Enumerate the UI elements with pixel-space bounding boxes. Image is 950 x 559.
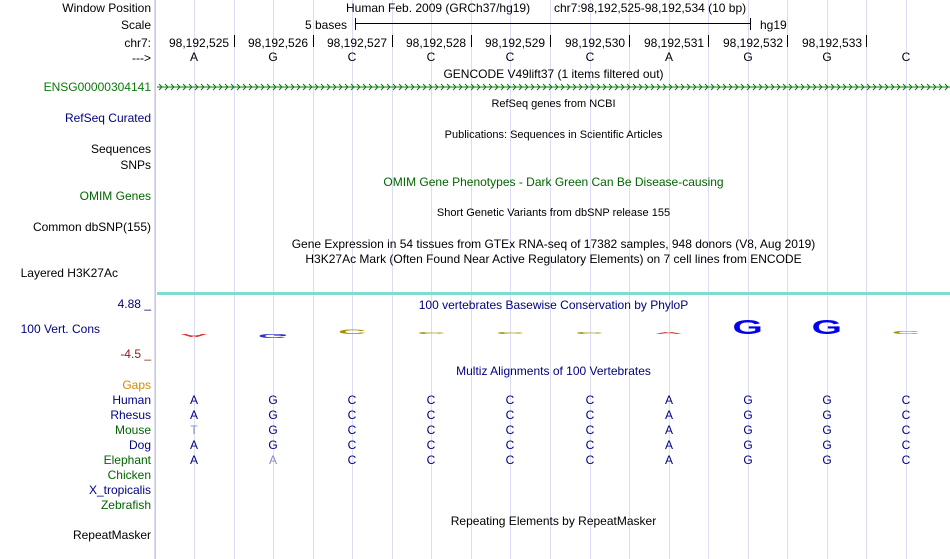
aligned-base: C	[901, 393, 911, 407]
h3k27ac-label[interactable]: Layered H3K27Ac	[20, 266, 118, 280]
ruler-position: 98,192,527	[327, 36, 388, 50]
omim-genes-label[interactable]: OMIM Genes	[79, 189, 151, 203]
track-divider	[157, 292, 950, 295]
ruler-position: 98,192,532	[723, 36, 784, 50]
conservation-letter: C	[417, 331, 446, 335]
conservation-letter: C	[891, 329, 920, 335]
h3k27ac-track-title: H3K27Ac Mark (Often Found Near Active Regulatory Elements) on 7 cell lines from ENCODE	[305, 252, 802, 266]
sequences-label[interactable]: Sequences	[90, 142, 151, 156]
aligned-base: C	[426, 438, 436, 452]
scale-bar-right-tick	[750, 18, 751, 30]
aligned-base: C	[347, 438, 357, 452]
aligned-base: A	[189, 393, 198, 407]
aligned-base: T	[190, 423, 198, 437]
gencode-gene-feature[interactable]	[157, 82, 950, 92]
aligned-base: C	[901, 408, 911, 422]
aligned-base: A	[664, 423, 673, 437]
aligned-base: C	[426, 423, 436, 437]
track-label-column	[0, 0, 154, 559]
ruler-position: 98,192,528	[406, 36, 467, 50]
aligned-base: G	[268, 438, 278, 452]
multiz-track-title: Multiz Alignments of 100 Vertebrates	[456, 364, 651, 378]
species-label-mouse: Mouse	[114, 423, 151, 437]
aligned-base: C	[585, 408, 595, 422]
gtex-track-title: Gene Expression in 54 tissues from GTEx RNA-seq of 17382 samples, 948 donors (V8, Aug 2019)	[291, 237, 816, 251]
species-label-zebrafish: Zebrafish	[100, 498, 151, 512]
reference-base: G	[268, 50, 278, 64]
aligned-base: C	[347, 408, 357, 422]
reference-base: C	[426, 50, 436, 64]
aligned-base: A	[664, 393, 673, 407]
aligned-base: G	[822, 438, 832, 452]
aligned-base: C	[585, 393, 595, 407]
aligned-base: G	[822, 408, 832, 422]
aligned-base: C	[585, 423, 595, 437]
aligned-base: C	[347, 393, 357, 407]
ruler-position: 98,192,529	[485, 36, 546, 50]
scale-bar-text: 5 bases	[305, 18, 348, 32]
aligned-base: G	[743, 453, 753, 467]
aligned-base: A	[664, 453, 673, 467]
ruler-position: 98,192,525	[169, 36, 230, 50]
gencode-track-title: GENCODE V49lift37 (1 items filtered out)	[443, 67, 664, 81]
reference-base: C	[347, 50, 357, 64]
aligned-base: A	[664, 408, 673, 422]
reference-base: G	[743, 50, 753, 64]
aligned-base: G	[268, 423, 278, 437]
aligned-base: G	[268, 408, 278, 422]
aligned-base: G	[822, 423, 832, 437]
aligned-base: A	[664, 438, 673, 452]
aligned-base: C	[901, 438, 911, 452]
gridline	[154, 0, 155, 559]
aligned-base: C	[347, 453, 357, 467]
reference-base: C	[585, 50, 595, 64]
scale-bar-line	[355, 23, 751, 24]
phylop-track-title: 100 vertebrates Basewise Conservation by PhyloP	[418, 298, 689, 312]
reference-base: C	[505, 50, 515, 64]
label-separator	[155, 0, 156, 559]
dbsnp-track-title: Short Genetic Variants from dbSNP release 155	[436, 207, 671, 219]
aligned-base: G	[743, 438, 753, 452]
conservation-letter: G	[257, 332, 289, 339]
aligned-base: C	[585, 438, 595, 452]
conservation-letter: G	[732, 315, 763, 339]
aligned-base: C	[347, 423, 357, 437]
aligned-base: C	[426, 453, 436, 467]
ruler-tick	[629, 35, 630, 47]
conservation-letter: A	[654, 331, 683, 335]
aligned-base: C	[901, 453, 911, 467]
aligned-base: G	[743, 408, 753, 422]
species-label-rhesus: Rhesus	[110, 408, 151, 422]
refseq-track-title: RefSeq genes from NCBI	[491, 98, 616, 110]
aligned-base: G	[822, 393, 832, 407]
aligned-base: A	[268, 453, 277, 467]
aligned-base: C	[426, 408, 436, 422]
ruler-position: 98,192,530	[565, 36, 626, 50]
aligned-base: C	[426, 393, 436, 407]
aligned-base: A	[189, 438, 198, 452]
scale-assembly: hg19	[760, 18, 787, 32]
species-label-dog: Dog	[128, 438, 151, 452]
species-label-human: Human	[112, 393, 151, 407]
ruler-tick	[787, 35, 788, 47]
scale-bar-left-tick	[355, 18, 356, 30]
ruler-tick	[471, 35, 472, 47]
aligned-base: C	[585, 453, 595, 467]
reference-base: A	[664, 50, 673, 64]
aligned-base: C	[901, 423, 911, 437]
aligned-base: A	[189, 408, 198, 422]
aligned-base: G	[743, 423, 753, 437]
aligned-base: C	[505, 438, 515, 452]
species-label-x-tropicalis: X_tropicalis	[88, 483, 151, 497]
chromosome-label: chr7:	[124, 36, 151, 50]
cons-min-label: -4.5 _	[120, 347, 151, 361]
ruler-tick	[234, 35, 235, 47]
conservation-letter: G	[811, 315, 842, 339]
snps-label[interactable]: SNPs	[120, 158, 151, 172]
assembly-title: Human Feb. 2009 (GRCh37/hg19)	[346, 1, 531, 15]
aligned-base: C	[505, 393, 515, 407]
conservation-letter: A	[179, 333, 209, 339]
cons-max-label: 4.88 _	[117, 297, 151, 311]
aligned-base: C	[505, 423, 515, 437]
ruler-tick	[550, 35, 551, 47]
repeatmasker-label[interactable]: RepeatMasker	[72, 528, 151, 542]
aligned-base: C	[505, 453, 515, 467]
ruler-tick	[392, 35, 393, 47]
ruler-position: 98,192,533	[802, 36, 863, 50]
aligned-base: G	[822, 453, 832, 467]
refseq-curated-label[interactable]: RefSeq Curated	[64, 111, 151, 125]
vert-cons-label[interactable]: 100 Vert. Cons	[20, 322, 100, 336]
publications-track-title: Publications: Sequences in Scientific Articles	[444, 129, 663, 141]
species-label-elephant: Elephant	[103, 453, 151, 467]
gaps-label: Gaps	[122, 378, 151, 392]
ruler-tick	[313, 35, 314, 47]
aligned-base: C	[505, 408, 515, 422]
scale-label: Scale	[120, 18, 151, 32]
conservation-letter: C	[575, 331, 604, 335]
aligned-base: G	[743, 393, 753, 407]
ruler-position: 98,192,526	[248, 36, 309, 50]
ruler-tick	[708, 35, 709, 47]
reference-base: C	[901, 50, 911, 64]
strand-arrow-label: --->	[132, 51, 151, 65]
dbsnp-label[interactable]: Common dbSNP(155)	[32, 220, 151, 234]
ruler-position: 98,192,531	[644, 36, 705, 50]
window-position-label: Window Position	[62, 1, 151, 15]
omim-track-title: OMIM Gene Phenotypes - Dark Green Can Be Disease-causing	[383, 175, 724, 189]
conservation-logo[interactable]	[157, 312, 950, 352]
repeatmasker-track-title: Repeating Elements by RepeatMasker	[450, 514, 657, 528]
gencode-gene-label[interactable]: ENSG00000304141	[43, 80, 151, 94]
conservation-letter: C	[496, 331, 525, 335]
conservation-letter: C	[338, 328, 367, 336]
region-range: chr7:98,192,525-98,192,534 (10 bp)	[554, 1, 747, 15]
species-label-chicken: Chicken	[107, 468, 151, 482]
ruler-tick	[866, 35, 867, 47]
track-image-area[interactable]	[157, 0, 950, 559]
reference-base: G	[822, 50, 832, 64]
aligned-base: G	[268, 393, 278, 407]
reference-base: A	[189, 50, 198, 64]
aligned-base: A	[189, 453, 198, 467]
